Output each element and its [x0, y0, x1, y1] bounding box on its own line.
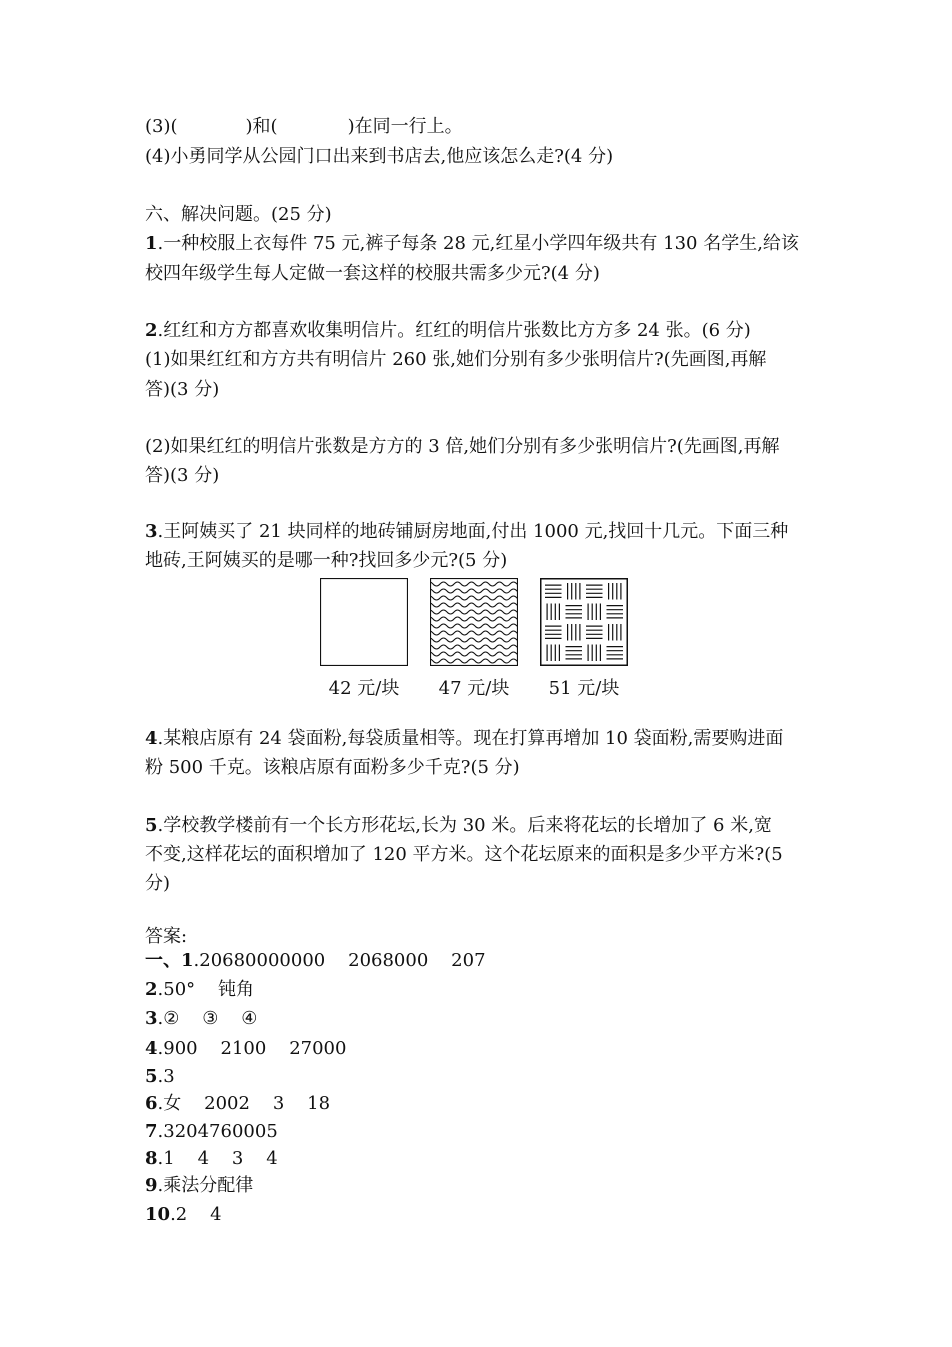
problem-1-text-1: .一种校服上衣每件 75 元,裤子每条 28 元,红星小学四年级共有 130 名学生,给该	[157, 233, 799, 254]
answer-7-number: 7	[145, 1121, 158, 1142]
problem-4-number: 4	[145, 728, 158, 749]
problem-2-sub1-line-2: 答)(3 分)	[145, 379, 220, 400]
tile-waves-icon	[430, 578, 518, 666]
answer-2	[145, 979, 254, 1001]
problem-1-number: 1	[145, 233, 158, 254]
q3-line	[145, 116, 463, 138]
answer-10	[145, 1204, 222, 1226]
answer-1	[145, 950, 486, 972]
answer-9-number: 9	[145, 1175, 158, 1196]
problem-4-line-2: 粉 500 千克。该粮店原有面粉多少千克?(5 分)	[145, 757, 520, 778]
problem-2-number: 2	[145, 320, 158, 341]
answer-9	[145, 1175, 253, 1197]
problem-2-sub1-line-1: (1)如果红红和方方共有明信片 260 张,她们分别有多少张明信片?(先画图,再解	[145, 349, 767, 370]
problem-3-line-1	[145, 521, 788, 543]
problem-2-sub2-line-1: (2)如果红红的明信片张数是方方的 3 倍,她们分别有多少张明信片?(先画图,再解	[145, 436, 780, 457]
q3-suffix: )在同一行上。	[347, 116, 463, 137]
problem-5-line-3: 分)	[145, 873, 171, 894]
answer-3	[145, 1008, 257, 1030]
problem-2-sub2-line-2: 答)(3 分)	[145, 465, 220, 486]
answer-7	[145, 1121, 278, 1143]
problem-5-line-2: 不变,这样花坛的面积增加了 120 平方米。这个花坛原来的面积是多少平方米?(5	[145, 844, 783, 865]
q4-line: (4)小勇同学从公园门口出来到书店去,他应该怎么走?(4 分)	[145, 146, 614, 167]
answer-7-text: .3204760005	[157, 1121, 278, 1142]
tile-3-price: 51 元/块	[548, 678, 620, 699]
tile-plain-icon	[320, 578, 408, 666]
answer-2-number: 2	[145, 979, 158, 1000]
section-6-heading: 六、解决问题。(25 分)	[145, 204, 332, 225]
tile-basketweave-icon	[540, 578, 628, 666]
problem-5-number: 5	[145, 815, 158, 836]
answer-10-number: 10	[145, 1204, 171, 1225]
problem-3-line-2: 地砖,王阿姨买的是哪一种?找回多少元?(5 分)	[145, 550, 508, 571]
answer-6	[145, 1093, 330, 1115]
problem-5-text-1: .学校教学楼前有一个长方形花坛,长为 30 米。后来将花坛的长增加了 6 米,宽	[157, 815, 772, 836]
answer-8-number: 8	[145, 1148, 158, 1169]
problem-4-line-1	[145, 728, 783, 750]
answer-10-text: .2 4	[170, 1204, 222, 1225]
answer-3-text: .② ③ ④	[157, 1008, 258, 1029]
problem-1-line-2: 校四年级学生每人定做一套这样的校服共需多少元?(4 分)	[145, 263, 600, 284]
answer-5-number: 5	[145, 1066, 158, 1087]
answer-1-text: .20680000000 2068000 207	[193, 950, 486, 971]
problem-5-line-1	[145, 815, 772, 837]
problem-2-line-1	[145, 320, 751, 342]
problem-2-text-1: .红红和方方都喜欢收集明信片。红红的明信片张数比方方多 24 张。(6 分)	[157, 320, 751, 341]
answer-section-prefix: 一、	[145, 950, 181, 971]
problem-3-text-1: .王阿姨买了 21 块同样的地砖铺厨房地面,付出 1000 元,找回十几元。下面三种	[157, 521, 789, 542]
answer-8-text: .1 4 3 4	[157, 1148, 278, 1169]
q3-mid: )和(	[245, 116, 278, 137]
problem-3-number: 3	[145, 521, 158, 542]
problem-1-line-1	[145, 233, 799, 255]
answer-2-text: .50° 钝角	[157, 979, 255, 1000]
answer-4-number: 4	[145, 1038, 158, 1059]
tile-1-price: 42 元/块	[328, 678, 400, 699]
tile-options	[320, 578, 640, 698]
problem-4-text-1: .某粮店原有 24 袋面粉,每袋质量相等。现在打算再增加 10 袋面粉,需要购进面	[157, 728, 784, 749]
answer-5	[145, 1066, 175, 1088]
tile-2-price: 47 元/块	[438, 678, 510, 699]
answer-6-text: .女 2002 3 18	[157, 1093, 331, 1114]
answer-5-text: .3	[157, 1066, 175, 1087]
answer-8	[145, 1148, 278, 1170]
answer-4-text: .900 2100 27000	[157, 1038, 347, 1059]
answer-9-text: .乘法分配律	[157, 1175, 254, 1196]
answer-3-number: 3	[145, 1008, 158, 1029]
q3-prefix: (3)(	[145, 116, 178, 137]
answers-heading: 答案:	[145, 926, 188, 947]
answer-1-number: 1	[181, 950, 194, 971]
answer-6-number: 6	[145, 1093, 158, 1114]
answer-4	[145, 1038, 346, 1060]
